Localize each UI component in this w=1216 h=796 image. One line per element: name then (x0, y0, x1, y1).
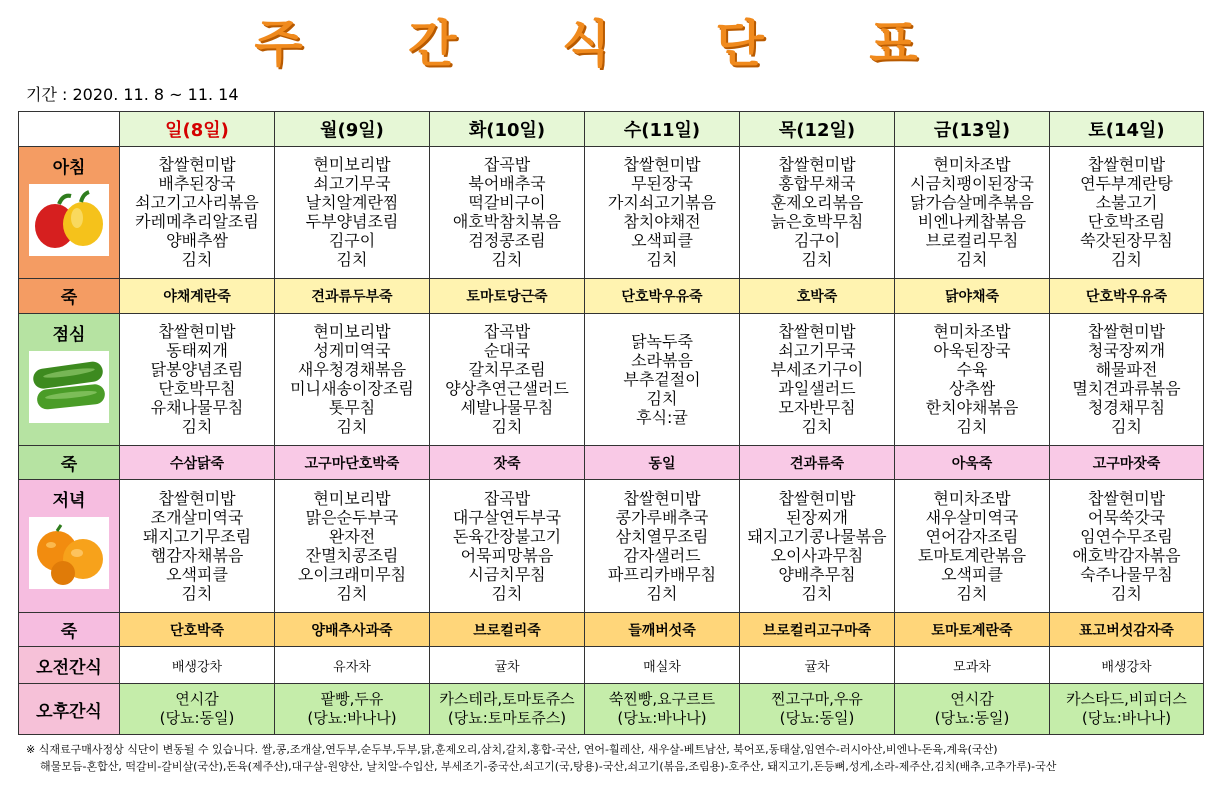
footnote-line: ※ 식재료구매사정상 식단이 변동될 수 있습니다. 쌀,콩,조개살,연두부,순두부,두부,닭,훈제오리,삼치,갈치,홍합-국산, 연어-훨레산, 새우살-베트남산, 북어포,동태살,임연수-러시아산,비엔나-돈육,계육(국산) (26, 743, 998, 756)
morning-snack-cell: 배생강차 (120, 647, 275, 684)
afternoon-snack-cell: 찐고구마,우유 (당뇨:동일) (740, 684, 895, 735)
porridge-cell: 동일 (585, 445, 740, 480)
lunch-cell-sun: 찹쌀현미밥 동태찌개 닭봉양념조림 단호박무침 유채나물무침 김치 (120, 313, 275, 445)
porridge-cell: 단호박우유죽 (1050, 278, 1204, 313)
breakfast-cell-thu: 찹쌀현미밥 홍합무채국 훈제오리볶음 늙은호박무침 김구이 김치 (740, 146, 895, 278)
afternoon-snack-cell: 연시감 (당뇨:동일) (895, 684, 1050, 735)
morning-snack-cell: 매실차 (585, 647, 740, 684)
lunch-cell-tue: 잡곡밥 순대국 갈치무조림 양상추연근샐러드 세발나물무침 김치 (430, 313, 585, 445)
porridge-cell: 잣죽 (430, 445, 585, 480)
cucumber-icon (29, 351, 109, 423)
dinner-row (19, 480, 1204, 612)
breakfast-cell-mon: 현미보리밥 쇠고기무국 날치알계란찜 두부양념조림 김구이 김치 (275, 146, 430, 278)
morning-snack-cell: 귤차 (430, 647, 585, 684)
porridge-cell: 단호박우유죽 (585, 278, 740, 313)
porridge-cell: 브로컬리고구마죽 (740, 612, 895, 647)
pepper-icon (29, 184, 109, 256)
day-header: 월(9일) (275, 112, 430, 147)
footnote-line: 해물모듬-혼합산, 떡갈비-갈비살(국산),돈육(제주산),대구살-원양산, 날치알-수입산, 부세조기-중국산,쇠고기(국,탕용)-국산,쇠고기(볶음,조림용)-호주산, 돼지고기,돈등뼈,성게,소라-제주산,김치(배추,고추가루)-국산 (40, 760, 1057, 773)
corner-cell (19, 112, 120, 147)
breakfast-cell-sat: 찹쌀현미밥 연두부계란탕 소불고기 단호박조림 쑥갓된장무침 김치 (1050, 146, 1204, 278)
day-header: 목(12일) (740, 112, 895, 147)
lunch-cell-thu: 찹쌀현미밥 쇠고기무국 부세조기구이 과일샐러드 모자반무침 김치 (740, 313, 895, 445)
dinner-cell-sat: 찹쌀현미밥 어묵쑥갓국 임연수무조림 애호박감자볶음 숙주나물무침 김치 (1050, 480, 1204, 612)
breakfast-label: 아침 (52, 157, 86, 178)
morning-snack-cell: 유자차 (275, 647, 430, 684)
porridge-label: 죽 (19, 612, 120, 647)
day-header: 화(10일) (430, 112, 585, 147)
lunch-cell-wed: 닭녹두죽 소라볶음 부추겉절이 김치 후식:귤 (585, 313, 740, 445)
weekly-menu-table (18, 111, 1204, 735)
morning-snack-cell: 모과차 (895, 647, 1050, 684)
porridge-row-2 (19, 445, 1204, 480)
dinner-cell-mon: 현미보리밥 맑은순두부국 완자전 잔멸치콩조림 오이크래미무침 김치 (275, 480, 430, 612)
porridge-row-1 (19, 278, 1204, 313)
porridge-cell: 닭야채죽 (895, 278, 1050, 313)
dinner-cell-tue: 잡곡밥 대구살연두부국 돈육간장불고기 어묵피망볶음 시금치무침 김치 (430, 480, 585, 612)
afternoon-snack-cell: 팥빵,두유 (당뇨:바나나) (275, 684, 430, 735)
day-header: 토(14일) (1050, 112, 1204, 147)
porridge-cell: 양배추사과죽 (275, 612, 430, 647)
breakfast-cell-wed: 찹쌀현미밥 무된장국 가지쇠고기볶음 참치야채전 오색피클 김치 (585, 146, 740, 278)
porridge-label: 죽 (19, 445, 120, 480)
porridge-cell: 수삼닭죽 (120, 445, 275, 480)
dinner-cell-thu: 찹쌀현미밥 된장찌개 돼지고기콩나물볶음 오이사과무침 양배추무침 김치 (740, 480, 895, 612)
porridge-cell: 고구마단호박죽 (275, 445, 430, 480)
lunch-cell-sat: 찹쌀현미밥 청국장찌개 해물파전 멸치견과류볶음 청경채무침 김치 (1050, 313, 1204, 445)
dinner-label: 저녁 (52, 491, 86, 512)
day-header: 수(11일) (585, 112, 740, 147)
breakfast-row (19, 146, 1204, 278)
morning-snack-cell: 배생강차 (1050, 647, 1204, 684)
lunch-cell-fri: 현미차조밥 아욱된장국 수육 상추쌈 한치야채볶음 김치 (895, 313, 1050, 445)
period-text: 기간 : 2020. 11. 8 ~ 11. 14 (26, 85, 239, 104)
day-header: 금(13일) (895, 112, 1050, 147)
porridge-cell: 견과류죽 (740, 445, 895, 480)
day-header-row (19, 112, 1204, 147)
afternoon-snack-cell: 카스타드,비피더스 (당뇨:바나나) (1050, 684, 1204, 735)
lunch-label-cell (19, 313, 120, 445)
dinner-label-cell (19, 480, 120, 612)
porridge-cell: 토마토계란죽 (895, 612, 1050, 647)
afternoon-snack-row (19, 684, 1204, 735)
page-title: 주 간 식 단 표 (254, 15, 962, 73)
porridge-cell: 들깨버섯죽 (585, 612, 740, 647)
porridge-cell: 아욱죽 (895, 445, 1050, 480)
breakfast-cell-sun: 찹쌀현미밥 배추된장국 쇠고기고사리볶음 카레메추리알조림 양배추쌈 김치 (120, 146, 275, 278)
porridge-row-3 (19, 612, 1204, 647)
porridge-cell: 브로컬리죽 (430, 612, 585, 647)
lunch-cell-mon: 현미보리밥 성게미역국 새우청경채볶음 미니새송이장조림 톳무침 김치 (275, 313, 430, 445)
afternoon-snack-label: 오후간식 (19, 684, 120, 735)
breakfast-label-cell (19, 146, 120, 278)
ingredient-origin-note (26, 741, 1206, 775)
porridge-cell: 야채계란죽 (120, 278, 275, 313)
breakfast-cell-fri: 현미차조밥 시금치팽이된장국 닭가슴살메추볶음 비엔나케찹볶음 브로컬리무침 김치 (895, 146, 1050, 278)
morning-snack-cell: 귤차 (740, 647, 895, 684)
porridge-cell: 견과류두부죽 (275, 278, 430, 313)
breakfast-cell-tue: 잡곡밥 북어배추국 떡갈비구이 애호박참치볶음 검정콩조림 김치 (430, 146, 585, 278)
porridge-cell: 고구마잣죽 (1050, 445, 1204, 480)
porridge-label: 죽 (19, 278, 120, 313)
porridge-cell: 호박죽 (740, 278, 895, 313)
dinner-cell-sun: 찹쌀현미밥 조개살미역국 돼지고기무조림 햄감자채볶음 오색피클 김치 (120, 480, 275, 612)
tangerine-icon (29, 517, 109, 589)
morning-snack-label: 오전간식 (19, 647, 120, 684)
afternoon-snack-cell: 쑥찐빵,요구르트 (당뇨:바나나) (585, 684, 740, 735)
lunch-label: 점심 (52, 324, 86, 345)
afternoon-snack-cell: 연시감 (당뇨:동일) (120, 684, 275, 735)
day-header: 일(8일) (120, 112, 275, 147)
porridge-cell: 표고버섯감자죽 (1050, 612, 1204, 647)
porridge-cell: 단호박죽 (120, 612, 275, 647)
lunch-row (19, 313, 1204, 445)
dinner-cell-wed: 찹쌀현미밥 콩가루배추국 삼치열무조림 감자샐러드 파프리카배무침 김치 (585, 480, 740, 612)
porridge-cell: 토마토당근죽 (430, 278, 585, 313)
morning-snack-row (19, 647, 1204, 684)
dinner-cell-fri: 현미차조밥 새우살미역국 연어감자조림 토마토계란볶음 오색피클 김치 (895, 480, 1050, 612)
afternoon-snack-cell: 카스테라,토마토쥬스 (당뇨:토마토쥬스) (430, 684, 585, 735)
